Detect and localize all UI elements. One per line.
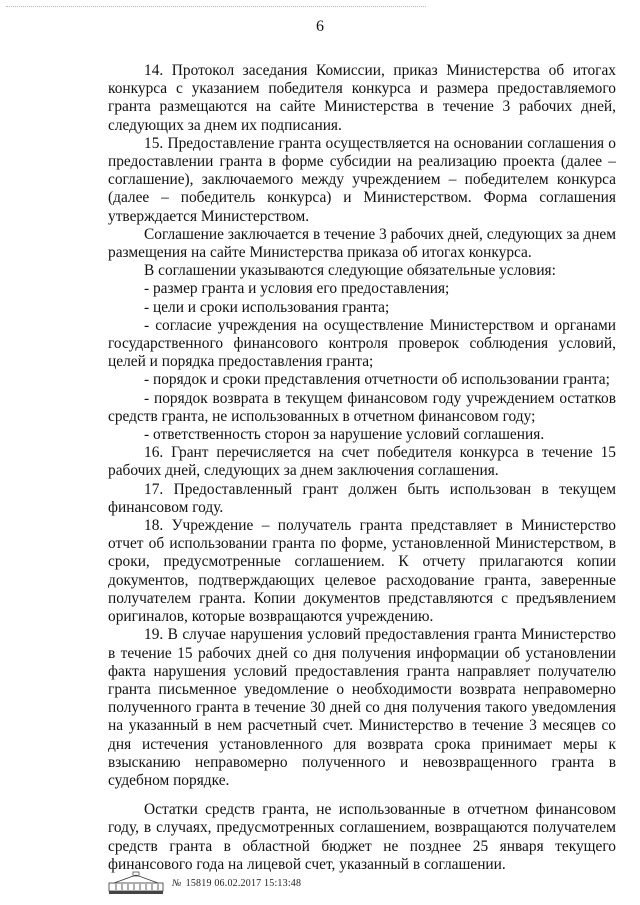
condition-item: - порядок и сроки представления отчетности об использовании гранта; [144,371,610,389]
paragraph-remainder-return: Остатки средств гранта, не использованные в отчетном финансовом году, в случаях, предусмотренных соглашением, возвращаются получателем средств гранта в областной бюджет не позднее 25 января текущего финансового года на лицевой счет, указанный в соглашении. [108,801,616,873]
paragraph-19: 19. В случае нарушения условий предоставления гранта Министерство в течение 15 рабочих дней со дня получения информации об установлении факта нарушения условий предоставления гранта направляет получателю гранта письменное уведомление о необходимости возврата неправомерно полученного гранта в течение 30 дней со дня получения такого уведомления на указанный в нем расчетный счет. Министерство в течение 3 месяцев со дня истечения установленного для возврата срока принимает меры к взысканию неправомерно полученного и невозвращенного гранта в судебном порядке. [108,626,616,789]
paragraph-17: 17. Предоставленный грант должен быть использован в текущем финансовом году. [108,480,616,516]
paragraph-14: 14. Протокол заседания Комиссии, приказ Министерства об итогах конкурса с указанием победителя конкурса и размера предоставляемого гранта размещаются на сайте Министерства в течение 3 рабочих дней, следующих за днем их подписания. [108,62,616,134]
paragraph-conditions-intro: В соглашении указываются следующие обязательные условия: [144,262,556,280]
paragraph-15: 15. Предоставление гранта осуществляется на основании соглашения о предоставлении гранта в форме субсидии на реализацию проекта (далее – соглашение), заключаемого между учреждением – победителем конкурса (далее – победитель конкурса) и Министерством. Форма соглашения утверждается Министерством. [108,134,616,225]
scan-artifact-line [6,6,426,9]
number-sign: № [172,877,182,889]
document-body [108,62,616,874]
footer [108,870,301,896]
condition-item: - согласие учреждения на осуществление Министерством и органами государственного финансового контроля проверок соблюдения условий, целей и порядка предоставления гранта; [108,316,616,371]
paragraph-agreement-term: Соглашение заключается в течение 3 рабочих дней, следующих за днем размещения на сайте Министерства приказа об итогах конкурса. [108,225,616,262]
page-number: 6 [316,18,324,35]
condition-item: - цели и сроки использования гранта; [144,298,390,316]
condition-item: - размер гранта и условия его предоставления; [144,280,450,298]
condition-item: - ответственность сторон за нарушение условий соглашения. [144,426,545,444]
building-logo-icon [108,871,164,895]
registration-stamp [172,878,301,889]
registration-number-date: 15819 06.02.2017 15:13:48 [185,877,302,889]
paragraph-18: 18. Учреждение – получатель гранта представляет в Министерство отчет об использовании гранта по форме, установленной Министерством, в сроки, предусмотренные соглашением. К отчету прилагаются копии документов, подтверждающих целевое расходование гранта, заверенные получателем гранта. Копии документов представляются с предъявлением оригиналов, которые возвращаются учреждению. [108,517,616,626]
condition-item: - порядок возврата в текущем финансовом году учреждением остатков средств гранта, не использованных в отчетном финансовом году; [108,389,616,425]
paragraph-16: 16. Грант перечисляется на счет победителя конкурса в течение 15 рабочих дней, следующих за днем заключения соглашения. [108,444,616,480]
